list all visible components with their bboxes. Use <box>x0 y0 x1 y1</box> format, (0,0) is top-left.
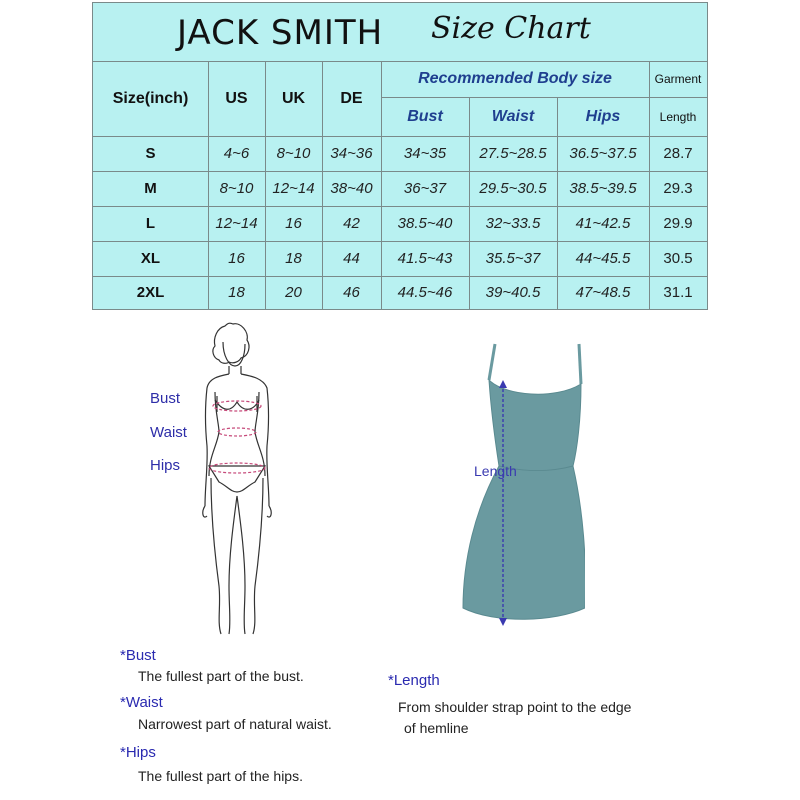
cell-bust: 41.5~43 <box>397 250 453 267</box>
cell-uk: 8~10 <box>276 145 311 162</box>
header-garment: Garment <box>654 72 702 86</box>
cell-de: 34~36 <box>330 145 373 162</box>
cell-waist: 39~40.5 <box>485 284 541 301</box>
cell-length: 29.3 <box>663 180 693 197</box>
header-bust: Bust <box>407 107 443 125</box>
definition-bust-heading: *Bust <box>120 647 156 664</box>
cell-uk: 16 <box>285 215 302 232</box>
figure-label-waist: Waist <box>150 424 187 441</box>
header-size: Size(inch) <box>112 89 189 107</box>
header-de: DE <box>340 89 363 107</box>
cell-waist: 27.5~28.5 <box>479 145 547 162</box>
cell-uk: 20 <box>285 284 302 301</box>
header-uk: UK <box>281 89 306 107</box>
figure-label-hips: Hips <box>150 457 181 474</box>
cell-length: 30.5 <box>663 250 693 267</box>
definition-length-text-line2: of hemline <box>404 720 469 736</box>
definition-waist-text: Narrowest part of natural waist. <box>138 716 332 732</box>
header-waist: Waist <box>491 107 535 125</box>
header-recommended-body-size: Recommended Body size <box>418 70 612 87</box>
cell-length: 29.9 <box>663 215 693 232</box>
cell-hips: 36.5~37.5 <box>569 145 637 162</box>
cell-bust: 36~37 <box>403 180 447 197</box>
definition-waist-heading: *Waist <box>120 694 163 711</box>
definition-length-heading: *Length <box>388 672 440 689</box>
cell-bust: 34~35 <box>403 145 447 162</box>
cell-bust: 38.5~40 <box>397 215 453 232</box>
chart-title-row <box>93 3 707 62</box>
cell-us: 12~14 <box>215 215 258 232</box>
cell-length: 31.1 <box>663 284 693 301</box>
cell-size: 2XL <box>136 284 165 301</box>
cell-de: 44 <box>343 250 360 267</box>
figure-label-bust: Bust <box>150 390 181 407</box>
cell-size: M <box>144 180 157 197</box>
header-us: US <box>225 89 248 107</box>
brand-logo: JACK SMITH <box>177 13 384 53</box>
cell-size: XL <box>140 250 161 267</box>
cell-size: L <box>145 215 156 232</box>
cell-uk: 12~14 <box>272 180 315 197</box>
cell-size: S <box>145 145 156 162</box>
cell-de: 42 <box>343 215 360 232</box>
header-length: Length <box>659 109 697 124</box>
cell-bust: 44.5~46 <box>397 284 453 301</box>
body-figure-illustration <box>195 316 285 636</box>
definition-length-text-line1: From shoulder strap point to the edge <box>398 699 632 715</box>
cell-us: 4~6 <box>223 145 250 162</box>
cell-us: 16 <box>228 250 245 267</box>
dress-illustration <box>455 340 585 640</box>
cell-hips: 47~48.5 <box>575 284 631 301</box>
cell-waist: 35.5~37 <box>485 250 541 267</box>
cell-us: 18 <box>228 284 245 301</box>
cell-us: 8~10 <box>219 180 254 197</box>
cell-uk: 18 <box>285 250 302 267</box>
cell-hips: 38.5~39.5 <box>569 180 637 197</box>
cell-length: 28.7 <box>663 145 693 162</box>
cell-hips: 44~45.5 <box>575 250 631 267</box>
header-hips: Hips <box>585 107 621 125</box>
definition-bust-text: The fullest part of the bust. <box>138 668 304 684</box>
definition-hips-heading: *Hips <box>120 744 156 761</box>
cell-de: 46 <box>343 284 360 301</box>
cell-waist: 29.5~30.5 <box>479 180 547 197</box>
size-chart-table <box>92 2 708 310</box>
cell-waist: 32~33.5 <box>485 215 541 232</box>
chart-title: Size Chart <box>431 11 591 46</box>
dress-label-length: Length <box>474 463 517 479</box>
cell-hips: 41~42.5 <box>575 215 631 232</box>
cell-de: 38~40 <box>330 180 373 197</box>
definition-hips-text: The fullest part of the hips. <box>138 768 303 784</box>
